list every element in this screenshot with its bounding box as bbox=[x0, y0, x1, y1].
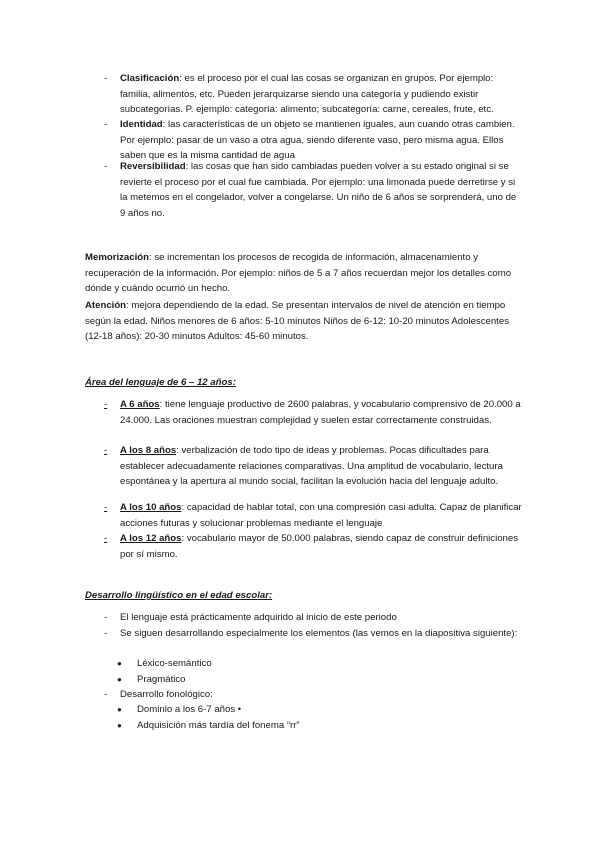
term-memorizacion: Memorización bbox=[85, 252, 149, 263]
definition-atencion: : mejora dependiendo de la edad. Se presentan intervalos de nivel de atención en tiempo según la edad. Niños menores de 6 años: 5-10 minutos Niños de 6-12: 10-20 minutos Adolescentes (12-18 años): 20-30 minutos Adultos: 45-60 minutos. bbox=[85, 300, 509, 342]
term-reversibilidad: Reversibilidad bbox=[120, 161, 186, 172]
definition-clasificacion: : es el proceso por el cual las cosas se organizan en grupos. Por ejemplo: familia, alimentos, etc. Pueden jerarquizarse siendo una categoría y pudiendo existir subcategorías. P. ejemplo: categoría: alimento; subcategoría: carne, cereales, frute, etc. bbox=[120, 73, 494, 115]
term-clasificacion: Clasificación bbox=[120, 73, 180, 84]
list-dash: - bbox=[104, 533, 108, 544]
paragraph-atencion bbox=[85, 298, 525, 345]
definition-12-anos: : vocabulario mayor de 50.000 palabras, siendo capaz de construir definiciones por sí mismo. bbox=[120, 533, 519, 560]
term-atencion: Atención bbox=[85, 300, 127, 311]
list-dash: - bbox=[104, 445, 108, 456]
list-dash: - bbox=[104, 119, 108, 130]
list-dash: - bbox=[104, 399, 108, 410]
definition-10-anos: : capacidad de hablar total, con una compresión casi adulta. Capaz de planificar acciones futuras y solucionar problemas mediante el lenguaje bbox=[120, 502, 522, 529]
definition-6-anos: : tiene lenguaje productivo de 2600 palabras, y vocabulario comprensivo de 20.000 a 24.000. Las oraciones muestran complejidad y suelen estar correctamente construidas. bbox=[120, 399, 521, 426]
list-dash: - bbox=[104, 628, 108, 639]
list-dash: - bbox=[104, 502, 108, 513]
term-8-anos: A los 8 años bbox=[120, 445, 177, 456]
definition-8-anos: : verbalización de todo tipo de ideas y problemas. Pocas dificultades para establecer adecuadamente relaciones comparativas. Una amplitud de vocabulario, lectura espontánea y la apertura al mundo social, facilitan la evolución hacia del lenguaje adulto. bbox=[120, 445, 503, 487]
paragraph-memorizacion bbox=[85, 250, 525, 297]
definition-memorizacion: : se incrementan los procesos de recogida de información, almacenamiento y recuperación de la información. Por ejemplo: niños de 5 a 7 años recuerdan mejor los detalles como dónde y cuándo ocurrió un hecho. bbox=[85, 252, 512, 294]
list-dash: - bbox=[104, 612, 108, 623]
document-page: - Clasificación: es el proceso por el cual las cosas se organizan en grupos. Por ejemplo: familia, alimentos, etc. Pueden jerarquizarse siendo una categoría y pudiendo existir subcategorías. P. ejemplo: categoría: alimento; subcategoría: carne, cereales, frute, etc. - Identidad: las características de un objeto se mantienen iguales, aun cuando otras cambien. Por ejemplo: pasar de un vaso a otra agua, siendo diferente vaso, pero misma agua. Ellos saben que es la misma cantidad de agua - Reversibilidad: las cosas que han sido cambiadas pueden volver a su estado original si se revierte el proceso por el cual fue cambiada. Por ejemplo: una limonada puede derretirse y si la metemos en el congelador, volver a congelarse. Un niño de 6 años se sorprenderá, uno de 9 años no. Memorización: se incrementan los procesos de recogida de información, almacenamiento y recuperación de la información. Por ejemplo: niños de 5 a 7 años recuerdan mejor los detalles como dónde y cuándo ocurrió un hecho. Atención: mejora dependiendo de la edad. Se presentan intervalos de nivel de atención en tiempo según la edad. Niños menores de 6 años: 5-10 minutos Niños de 6-12: 10-20 minutos Adolescentes (12-18 años): 20-30 minutos Adultos: 45-60 minutos. Área del lenguaje de 6 – 12 años: - A 6 años: tiene lenguaje productivo de 2600 palabras, y vocabulario comprensivo de 20.000 a 24.000. Las oraciones muestran complejidad y suelen estar correctamente construidas. - A los 8 años: verbalización de todo tipo de ideas y problemas. Pocas dificultades para establecer adecuadamente relaciones comparativas. Una amplitud de vocabulario, lectura espontánea y la apertura al mundo social, facilitan la evolución hacia del lenguaje adulto. - A los 10 años: capacidad de hablar total, con una compresión casi adulta. Capaz de planificar acciones futuras y solucionar problemas mediante el lenguaje - A los 12 años: vocabulario mayor de 50.000 palabras, siendo capaz de construir definiciones por sí mismo. Desarrollo lingüístico en el edad escolar: - El lenguaje está prácticamente adquirido al inicio de este periodo - Se siguen desarrollando especialmente los elementos (las vemos en la diapositiva siguiente): ● Léxico-semántico ● Pragmático - Desarrollo fonológico: ● Dominio a los 6-7 años • ● Adquisición más tardía del fonema “rr” bbox=[0, 0, 600, 848]
bullet-icon: ● bbox=[117, 721, 122, 730]
definition-identidad: : las características de un objeto se mantienen iguales, aun cuando otras cambien. Por ejemplo: pasar de un vaso a otra agua, siendo diferente vaso, pero misma agua. Ellos saben que es la misma cantidad de agua bbox=[120, 119, 515, 161]
term-10-anos: A los 10 años bbox=[120, 502, 182, 513]
list-dash: - bbox=[104, 161, 108, 172]
list-dash: - bbox=[104, 689, 108, 700]
term-identidad: Identidad bbox=[120, 119, 163, 130]
list-dash: - bbox=[104, 73, 108, 84]
definition-reversibilidad: : las cosas que han sido cambiadas pueden volver a su estado original si se revierte el proceso por el cual fue cambiada. Por ejemplo: una limonada puede derretirse y si la metemos en el congelador, volver a congelarse. Un niño de 6 años se sorprenderá, uno de 9 años no. bbox=[120, 161, 517, 219]
term-12-anos: A los 12 años bbox=[120, 533, 182, 544]
term-6-anos: A 6 años bbox=[120, 399, 160, 410]
bullet-icon: ● bbox=[117, 659, 122, 668]
bullet-icon: ● bbox=[117, 675, 122, 684]
heading-desarrollo-linguistico: Desarrollo lingüístico en el edad escolar: bbox=[85, 590, 273, 601]
heading-area-lenguaje: Área del lenguaje de 6 – 12 años: bbox=[85, 377, 236, 388]
bullet-icon: ● bbox=[117, 705, 122, 714]
